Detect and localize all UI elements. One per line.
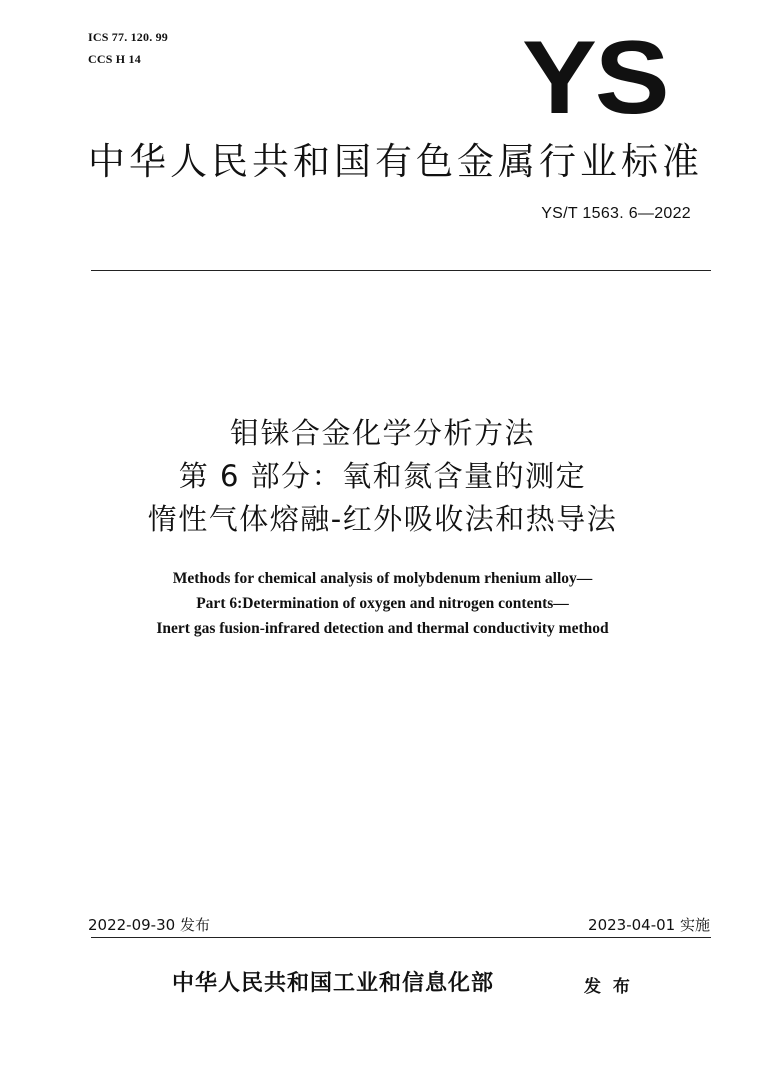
chinese-title-line-3: 惰性气体熔融-红外吸收法和热导法 [147, 502, 618, 536]
chinese-title [0, 412, 765, 541]
issuing-authority: 中华人民共和国工业和信息化部 [172, 970, 495, 996]
standard-title: 中华人民共和国有色金属行业标准 [88, 140, 703, 183]
top-divider [91, 270, 711, 271]
english-title-line-1: Methods for chemical analysis of molybdenum rhenium alloy— [172, 570, 593, 587]
effective-date: 2023-04-01 实施 [588, 916, 710, 934]
ics-code: ICS 77. 120. 99 [88, 30, 169, 44]
bottom-divider [91, 937, 711, 938]
english-title-line-2: Part 6:Determination of oxygen and nitrogen contents— [196, 595, 569, 612]
publish-date: 2022-09-30 发布 [88, 916, 210, 934]
chinese-title-line-1: 钼铼合金化学分析方法 [229, 416, 535, 450]
english-title [0, 566, 765, 641]
chinese-title-line-2: 第 6 部分：氧和氮含量的测定 [178, 459, 587, 493]
ys-logo: YS [522, 20, 668, 136]
standard-code: YS/T 1563. 6—2022 [541, 205, 691, 222]
ccs-code: CCS H 14 [88, 52, 141, 66]
english-title-line-3: Inert gas fusion-infrared detection and thermal conductivity method [156, 620, 609, 637]
issue-label: 发 布 [584, 977, 633, 997]
